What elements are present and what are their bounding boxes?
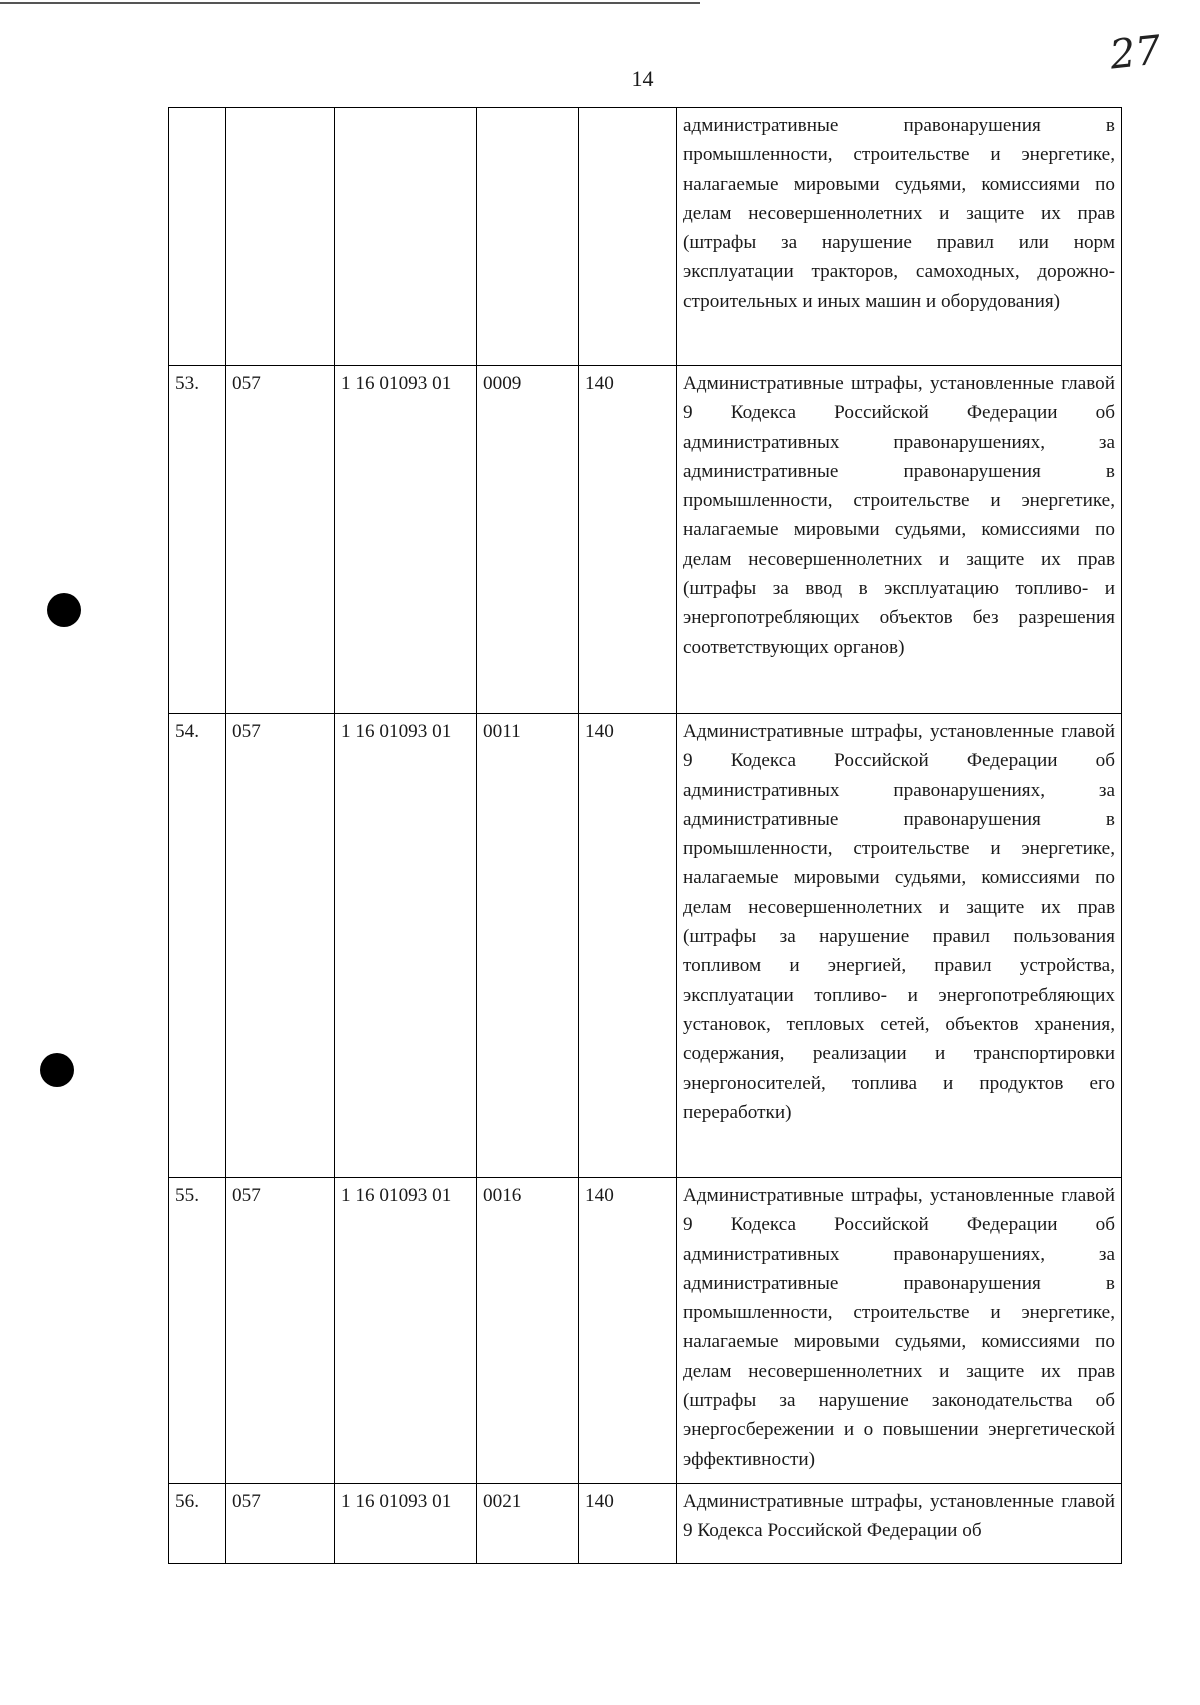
page-number: 14: [631, 66, 654, 91]
table-row: [169, 366, 1122, 714]
subtype-code: [477, 108, 579, 366]
kbk-code: 1 16 01093 01: [335, 1484, 477, 1564]
classification-code: 140: [579, 366, 677, 714]
description: Административные штрафы, установленные главой 9 Кодекса Российской Федерации об: [677, 1484, 1122, 1564]
scan-edge-line: [0, 2, 700, 4]
classification-code: 140: [579, 1178, 677, 1484]
budget-codes-table: [168, 107, 1122, 1564]
row-number: 55.: [169, 1178, 226, 1484]
punch-hole-bottom: [40, 1053, 74, 1087]
table-row: [169, 1178, 1122, 1484]
table-row: [169, 108, 1122, 366]
classification-code: 140: [579, 1484, 677, 1564]
admin-code: 057: [226, 1178, 335, 1484]
row-number: [169, 108, 226, 366]
kbk-code: 1 16 01093 01: [335, 1178, 477, 1484]
row-number: 53.: [169, 366, 226, 714]
handwritten-page-number: 27: [1107, 27, 1164, 79]
kbk-code: 1 16 01093 01: [335, 714, 477, 1178]
kbk-code: [335, 108, 477, 366]
kbk-code: 1 16 01093 01: [335, 366, 477, 714]
subtype-code: 0021: [477, 1484, 579, 1564]
admin-code: 057: [226, 1484, 335, 1564]
classification-code: 140: [579, 714, 677, 1178]
subtype-code: 0011: [477, 714, 579, 1178]
description: Административные штрафы, установленные главой 9 Кодекса Российской Федерации об административных правонарушениях, за административные правонарушения в промышленности, строительстве и энергетике, налагаемые мировыми судьями, комиссиями по делам несовершеннолетних и защите их прав (штрафы за нарушение законодательства об энергосбережении и о повышении энергетической эффективности): [677, 1178, 1122, 1484]
admin-code: [226, 108, 335, 366]
description: Административные штрафы, установленные главой 9 Кодекса Российской Федерации об административных правонарушениях, за административные правонарушения в промышленности, строительстве и энергетике, налагаемые мировыми судьями, комиссиями по делам несовершеннолетних и защите их прав (штрафы за ввод в эксплуатацию топливо- и энергопотребляющих объектов без разрешения соответствующих органов): [677, 366, 1122, 714]
punch-hole-top: [47, 593, 81, 627]
subtype-code: 0016: [477, 1178, 579, 1484]
table-row: [169, 714, 1122, 1178]
row-number: 54.: [169, 714, 226, 1178]
table-row: [169, 1484, 1122, 1564]
row-number: 56.: [169, 1484, 226, 1564]
subtype-code: 0009: [477, 366, 579, 714]
classification-code: [579, 108, 677, 366]
description: административные правонарушения в промышленности, строительстве и энергетике, налагаемые мировыми судьями, комиссиями по делам несовершеннолетних и защите их прав (штрафы за нарушение правил или норм эксплуатации тракторов, самоходных, дорожно-строительных и иных машин и оборудования): [677, 108, 1122, 366]
admin-code: 057: [226, 366, 335, 714]
admin-code: 057: [226, 714, 335, 1178]
description: Административные штрафы, установленные главой 9 Кодекса Российской Федерации об административных правонарушениях, за административные правонарушения в промышленности, строительстве и энергетике, налагаемые мировыми судьями, комиссиями по делам несовершеннолетних и защите их прав (штрафы за нарушение правил пользования топливом и энергией, правил устройства, эксплуатации топливо- и энергопотребляющих установок, тепловых сетей, объектов хранения, содержания, реализации и транспортировки энергоносителей, топлива и продуктов его переработки): [677, 714, 1122, 1178]
